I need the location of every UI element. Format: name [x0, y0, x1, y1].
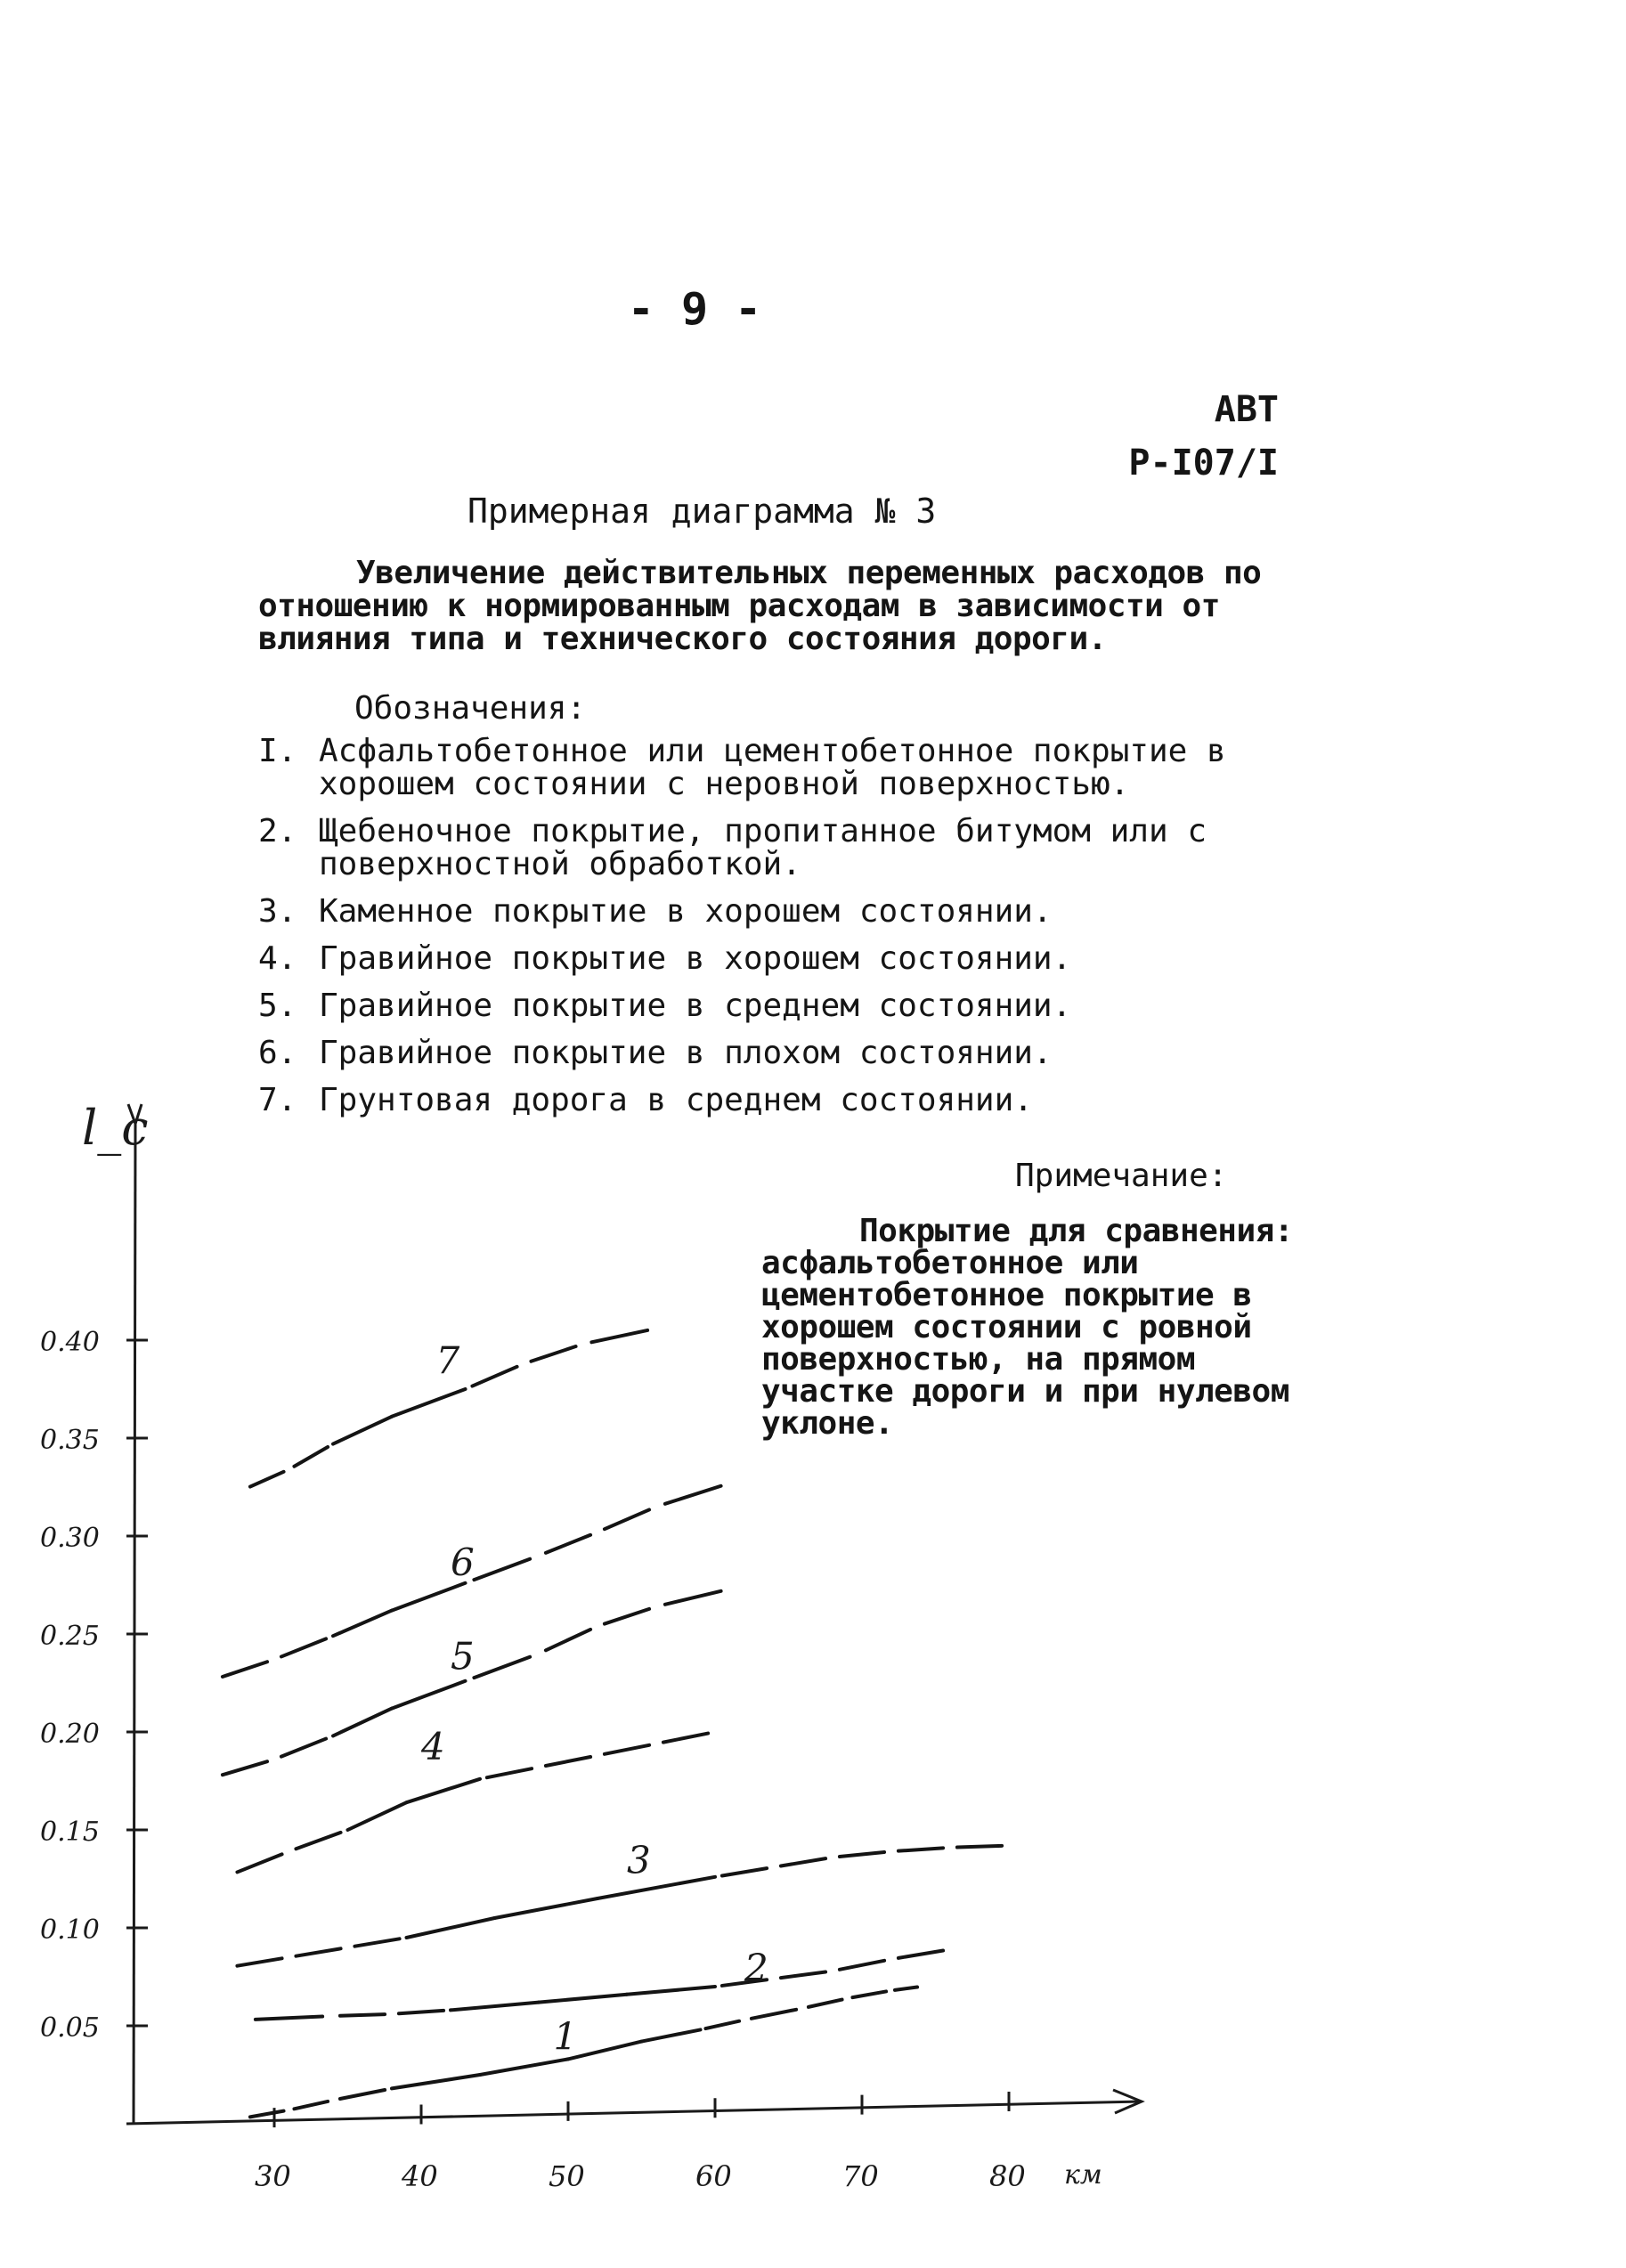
- series-2-segment: [256, 2017, 322, 2020]
- series-1-segment: [340, 2090, 385, 2099]
- series-6-segment: [665, 1486, 721, 1504]
- series-4-segment: [296, 1833, 340, 1849]
- series-3-segment: [898, 1848, 943, 1850]
- y-tick-label: 0.15: [40, 1817, 100, 1848]
- series-5-label: 5: [451, 1634, 475, 1679]
- page-number: - 9 -: [627, 283, 762, 335]
- series-7-segment: [472, 1367, 516, 1386]
- chart-axes: [40, 1100, 1142, 2193]
- series-6-segment: [474, 1559, 530, 1580]
- series-3-segment: [722, 1868, 767, 1875]
- series-1-segment: [480, 2059, 568, 2075]
- y-tick-label: 0.10: [40, 1914, 100, 1946]
- note-text: Покрытие для сравнения: асфальтобетонное или цементобетонное покрытие в хорошем состоянии с ровной поверхностью, на прямом участке дороги и при нулевом уклоне.: [761, 1213, 1293, 1442]
- document-code-line2: Р-I07/I: [1128, 443, 1279, 484]
- series-3-segment: [354, 1939, 399, 1946]
- series-5-segment: [665, 1591, 721, 1605]
- series-3-segment: [237, 1958, 281, 1965]
- legend-item-text: Щебеночное покрытие, пропитанное битумом или с поверхностной обработкой.: [319, 813, 1207, 882]
- series-1-segment: [250, 2111, 284, 2118]
- legend-item-text: Гравийное покрытие в среднем состоянии.: [319, 988, 1072, 1024]
- series-5-segment: [333, 1709, 392, 1736]
- series-2-label: 2: [744, 1946, 768, 1990]
- series-4-segment: [487, 1768, 532, 1777]
- series-3-segment: [957, 1846, 1002, 1848]
- x-axis-label: км: [1064, 2159, 1102, 2191]
- series-2-segment: [840, 1961, 884, 1970]
- series-6-label: 6: [451, 1540, 475, 1584]
- legend-item-number: 3.: [258, 893, 297, 930]
- series-1-segment: [852, 1991, 886, 1997]
- diagram-title: Примерная диаграмма № 3: [467, 492, 937, 531]
- y-axis-line: [134, 1122, 135, 2124]
- series-4-label: 4: [421, 1724, 445, 1768]
- y-tick-label: 0.30: [40, 1523, 100, 1554]
- series-7-label: 7: [435, 1338, 460, 1383]
- series-6-segment: [223, 1662, 267, 1677]
- x-tick-label: 70: [842, 2159, 879, 2193]
- series-1-segment: [294, 2101, 328, 2109]
- x-tick-label: 40: [402, 2159, 438, 2193]
- series-6-segment: [392, 1583, 466, 1611]
- series-5-segment: [223, 1761, 267, 1775]
- series-1-segment: [642, 2029, 701, 2041]
- legend-item-text: Грунтовая дорога в среднем состоянии.: [319, 1082, 1033, 1118]
- series-6-segment: [546, 1535, 590, 1553]
- series-1-segment: [895, 1988, 917, 1990]
- series-6-segment: [333, 1611, 392, 1637]
- series-1-segment: [752, 2010, 796, 2019]
- legend-item-text: Каменное покрытие в хорошем состоянии.: [319, 893, 1053, 930]
- series-3-segment: [296, 1948, 340, 1955]
- legend-item-number: 4.: [258, 940, 297, 977]
- series-2-segment: [898, 1951, 943, 1958]
- series-4-segment: [407, 1779, 481, 1802]
- series-5-segment: [281, 1739, 326, 1757]
- series-1-segment: [809, 2000, 842, 2007]
- y-tick-label: 0.20: [40, 1719, 100, 1750]
- series-7-segment: [250, 1472, 284, 1487]
- series-2-segment: [340, 2014, 385, 2016]
- series-4-segment: [546, 1757, 590, 1766]
- series-4-segment: [348, 1802, 407, 1830]
- y-tick-label: 0.40: [40, 1327, 100, 1358]
- series-1-segment: [568, 2042, 642, 2060]
- series-7-segment: [591, 1330, 647, 1342]
- series-4-segment: [663, 1734, 708, 1743]
- legend-item-number: 7.: [258, 1082, 297, 1118]
- series-2-segment: [399, 2011, 443, 2013]
- series-1-segment: [392, 2075, 480, 2088]
- y-axis-label: l_c: [82, 1100, 149, 1156]
- x-tick-label: 80: [989, 2159, 1026, 2193]
- legend-item-number: 6.: [258, 1035, 297, 1071]
- legend-item-text: Асфальтобетонное или цементобетонное покрытие в хорошем состоянии с неровной поверхностью.: [319, 733, 1226, 802]
- note-heading: Примечание:: [1015, 1158, 1228, 1194]
- series-4-segment: [237, 1854, 281, 1872]
- y-tick-label: 0.25: [40, 1621, 100, 1652]
- x-tick-label: 50: [549, 2159, 585, 2193]
- x-tick-label: 30: [255, 2159, 291, 2193]
- series-2-segment: [781, 1971, 825, 1978]
- x-tick-label: 60: [695, 2159, 732, 2193]
- y-tick-label: 0.35: [40, 1425, 100, 1456]
- series-5-segment: [474, 1657, 530, 1678]
- series-7-segment: [294, 1447, 328, 1467]
- chart-series-group: [223, 1330, 1002, 2117]
- legend-item-text: Гравийное покрытие в хорошем состоянии.: [319, 940, 1072, 977]
- series-3-label: 3: [627, 1838, 651, 1882]
- series-6-segment: [281, 1638, 326, 1656]
- series-2-segment: [539, 1995, 627, 2003]
- series-7-segment: [333, 1417, 392, 1444]
- series-1-segment: [705, 2021, 739, 2028]
- legend-item-text: Гравийное покрытие в плохом состоянии.: [319, 1035, 1053, 1071]
- series-6-segment: [605, 1509, 649, 1529]
- series-3-segment: [495, 1898, 598, 1918]
- series-2-segment: [627, 1987, 715, 1995]
- series-3-segment: [840, 1852, 884, 1857]
- y-tick-label: 0.05: [40, 2012, 100, 2044]
- series-4-segment: [605, 1745, 649, 1754]
- series-5-segment: [546, 1630, 590, 1650]
- series-3-segment: [407, 1918, 495, 1938]
- series-1-label: 1: [553, 2014, 578, 2059]
- series-7-segment: [392, 1389, 466, 1417]
- document-code-line1: АВТ: [1214, 389, 1279, 430]
- series-5-segment: [392, 1681, 466, 1709]
- legend-item-number: I.: [258, 733, 297, 769]
- series-7-segment: [531, 1346, 575, 1362]
- diagram-subtitle: Увеличение действительных переменных расходов по отношению к нормированным расходам в зависимости от влияния типа и технического состояния дороги.: [258, 555, 1262, 657]
- legend-item-number: 5.: [258, 988, 297, 1024]
- series-3-segment: [781, 1858, 825, 1866]
- series-3-segment: [598, 1877, 715, 1898]
- legend-item-number: 2.: [258, 813, 297, 849]
- series-5-segment: [605, 1609, 649, 1624]
- series-2-segment: [451, 2003, 539, 2011]
- legend-heading: Обозначения:: [354, 690, 587, 727]
